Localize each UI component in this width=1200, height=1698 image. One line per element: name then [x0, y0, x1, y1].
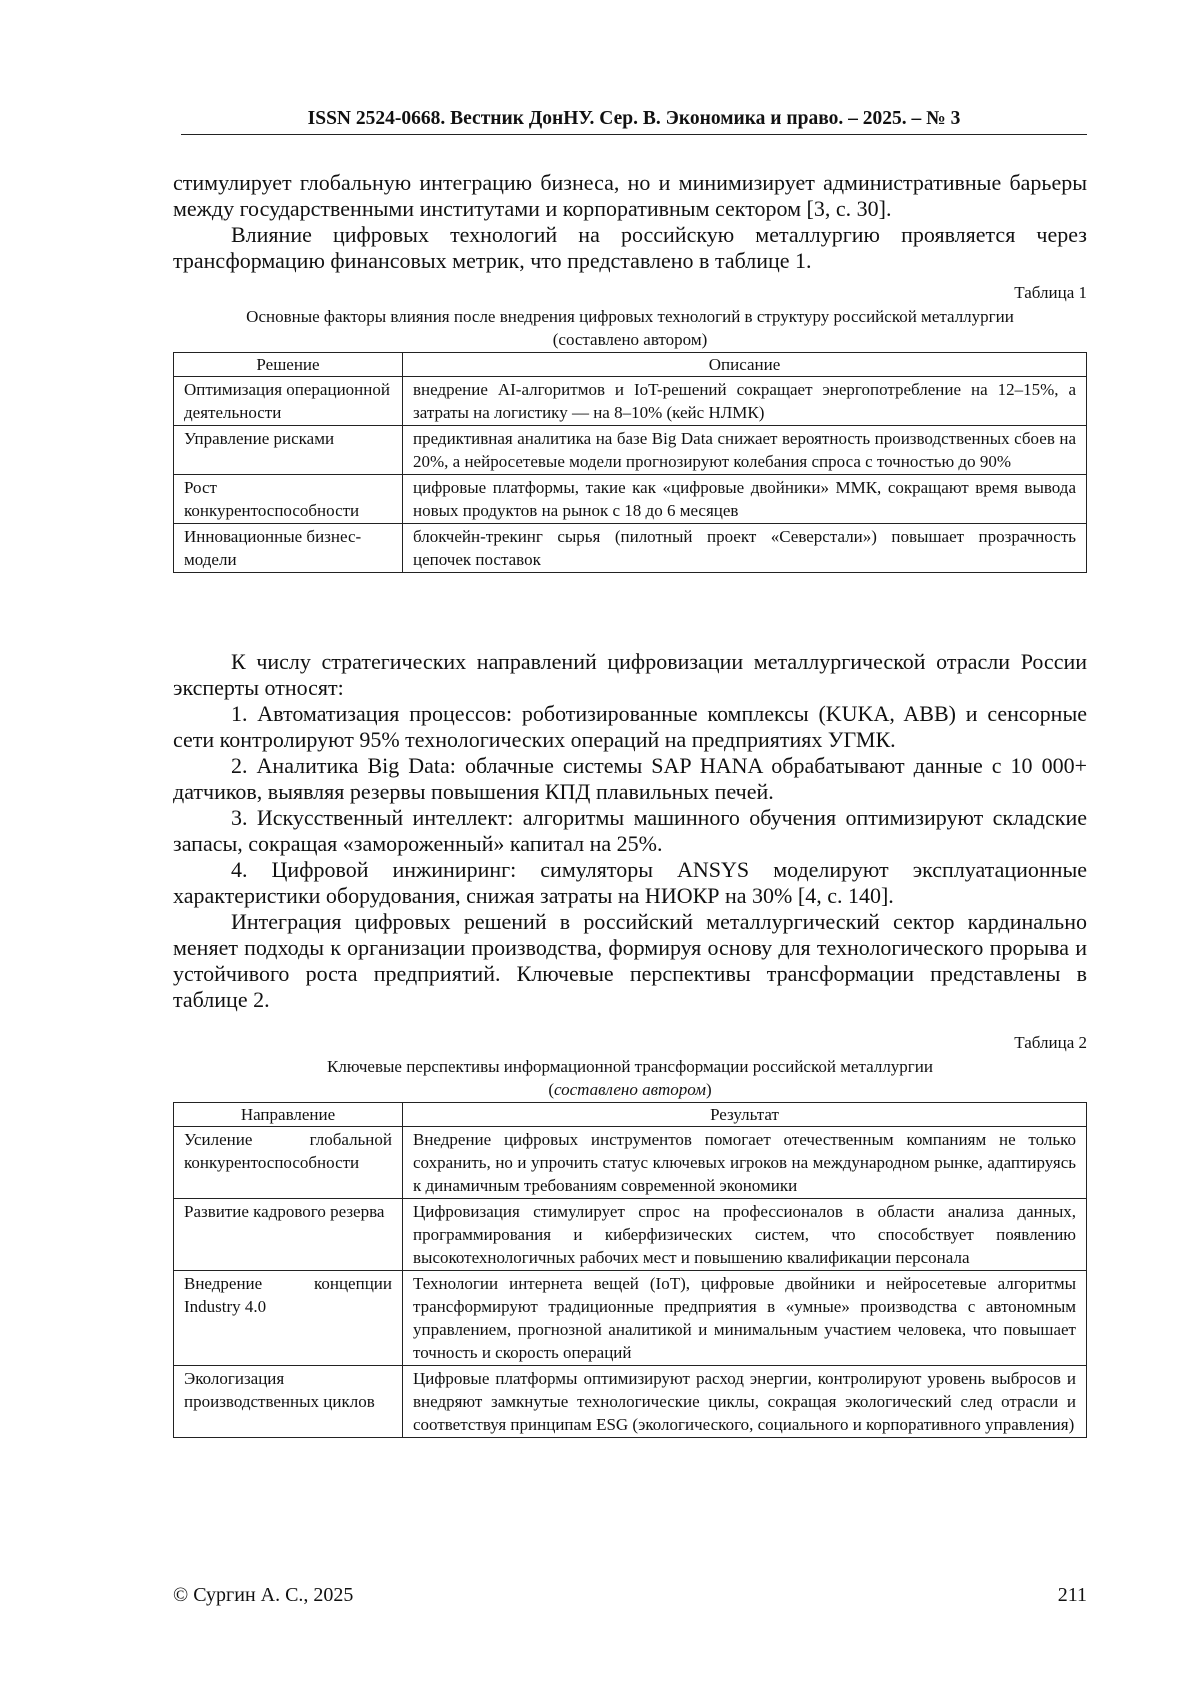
table-row	[174, 524, 1087, 573]
table-header-cell: Описание	[403, 353, 1087, 377]
table-cell-direction: Усиление глобальной конкурентоспособности	[174, 1127, 403, 1199]
paragraph-4: Интеграция цифровых решений в российский металлургический сектор кардинально меняет подходы к организации производства, формируя основу для технологического прорыва и устойчивого роста предприятий. Ключевые перспективы трансформации представлены в таблице 2.	[173, 909, 1087, 1012]
table-cell-description: внедрение AI-алгоритмов и IoT-решений сокращает энергопотребление на 12–15%, а затраты на логистику — на 8–10% (кейс НЛМК)	[403, 377, 1087, 426]
journal-header: ISSN 2524-0668. Вестник ДонНУ. Сер. В. Экономика и право. – 2025. – № 3	[181, 108, 1087, 135]
table-cell-description: предиктивная аналитика на базе Big Data снижает вероятность производственных сбоев на 20%, а нейросетевые модели прогнозируют колебания спроса с точностью до 90%	[403, 426, 1087, 475]
table-cell-result: Технологии интернета вещей (IoT), цифровые двойники и нейросетевые алгоритмы трансформируют традиционные предприятия в «умные» производства с автономным управлением, прогнозной аналитикой и минимальным участием человека, что повышает точность и скорость операций	[403, 1271, 1087, 1366]
paragraph-1: стимулирует глобальную интеграцию бизнеса, но и минимизирует административные барьеры между государственными институтами и корпоративным сектором [3, с. 30].	[173, 170, 1087, 221]
table-1-number: Таблица 1	[1014, 283, 1087, 302]
table-1	[173, 352, 1087, 573]
table-header-cell: Решение	[174, 353, 403, 377]
table-2-caption: Ключевые перспективы информационной трансформации российской металлургии	[327, 1057, 933, 1076]
table-header-row	[174, 1103, 1087, 1127]
paragraph-3: К числу стратегических направлений цифровизации металлургической отрасли России эксперты относят:	[173, 649, 1087, 700]
table-cell-solution: Оптимизация операционной деятельности	[174, 377, 403, 426]
table-header-cell: Направление	[174, 1103, 403, 1127]
main-text	[173, 649, 1087, 1013]
page-number: 211	[1057, 1584, 1087, 1606]
table-row	[174, 1271, 1087, 1366]
list-item: 3. Искусственный интеллект: алгоритмы машинного обучения оптимизируют складские запасы, сокращая «замороженный» капитал на 25%.	[173, 805, 1087, 856]
table-row	[174, 1366, 1087, 1438]
caption-note-text: составлено автором	[554, 1080, 706, 1099]
table-row	[174, 475, 1087, 524]
table-cell-direction: Экологизация производственных циклов	[174, 1366, 403, 1438]
table-cell-direction: Внедрение концепции Industry 4.0	[174, 1271, 403, 1366]
list-item: 4. Цифровой инжиниринг: симуляторы ANSYS моделируют эксплуатационные характеристики оборудования, снижая затраты на НИОКР на 30% [4, с. 140].	[173, 857, 1087, 908]
list-item: 1. Автоматизация процессов: роботизированные комплексы (KUKA, ABB) и сенсорные сети контролируют 95% технологических операций на предприятиях УГМК.	[173, 701, 1087, 752]
table-row	[174, 377, 1087, 426]
table-cell-description: цифровые платформы, такие как «цифровые двойники» ММК, сокращают время вывода новых продуктов на рынок с 18 до 6 месяцев	[403, 475, 1087, 524]
table-cell-solution: Рост конкурентоспособности	[174, 475, 403, 524]
copyright: © Сургин А. С., 2025	[173, 1584, 354, 1606]
table-row	[174, 1127, 1087, 1199]
table-2-caption-note: (составлено автором)	[548, 1080, 712, 1099]
table-2-number: Таблица 2	[1014, 1033, 1087, 1052]
table-1-caption: Основные факторы влияния после внедрения цифровых технологий в структуру российской металлургии	[246, 307, 1014, 326]
table-cell-result: Внедрение цифровых инструментов помогает отечественным компаниям не только сохранить, но и упрочить статус ключевых игроков на международном рынке, адаптируясь к динамичным требованиям современной экономики	[403, 1127, 1087, 1199]
table-cell-direction: Развитие кадрового резерва	[174, 1199, 403, 1271]
table-row	[174, 426, 1087, 475]
intro-text	[173, 170, 1087, 274]
table-cell-result: Цифровизация стимулирует спрос на профессионалов в области анализа данных, программирования и киберфизических систем, что способствует появлению высокотехнологичных рабочих мест и повышению квалификации персонала	[403, 1199, 1087, 1271]
table-cell-solution: Управление рисками	[174, 426, 403, 475]
table-row	[174, 1199, 1087, 1271]
table-cell-description: блокчейн-трекинг сырья (пилотный проект «Северстали») повышает прозрачность цепочек поставок	[403, 524, 1087, 573]
list-item: 2. Аналитика Big Data: облачные системы SAP HANA обрабатывают данные с 10 000+ датчиков, выявляя резервы повышения КПД плавильных печей.	[173, 753, 1087, 804]
table-header-cell: Результат	[403, 1103, 1087, 1127]
table-cell-result: Цифровые платформы оптимизируют расход энергии, контролируют уровень выбросов и внедряют замкнутые технологические циклы, сокращая экологический след отрасли и соответствуя принципам ESG (экологического, социального и корпоративного управления)	[403, 1366, 1087, 1438]
paragraph-2: Влияние цифровых технологий на российскую металлургию проявляется через трансформацию финансовых метрик, что представлено в таблице 1.	[173, 222, 1087, 273]
table-header-row	[174, 353, 1087, 377]
table-cell-solution: Инновационные бизнес-модели	[174, 524, 403, 573]
table-2	[173, 1102, 1087, 1438]
table-1-caption-note: (составлено автором)	[552, 330, 708, 349]
